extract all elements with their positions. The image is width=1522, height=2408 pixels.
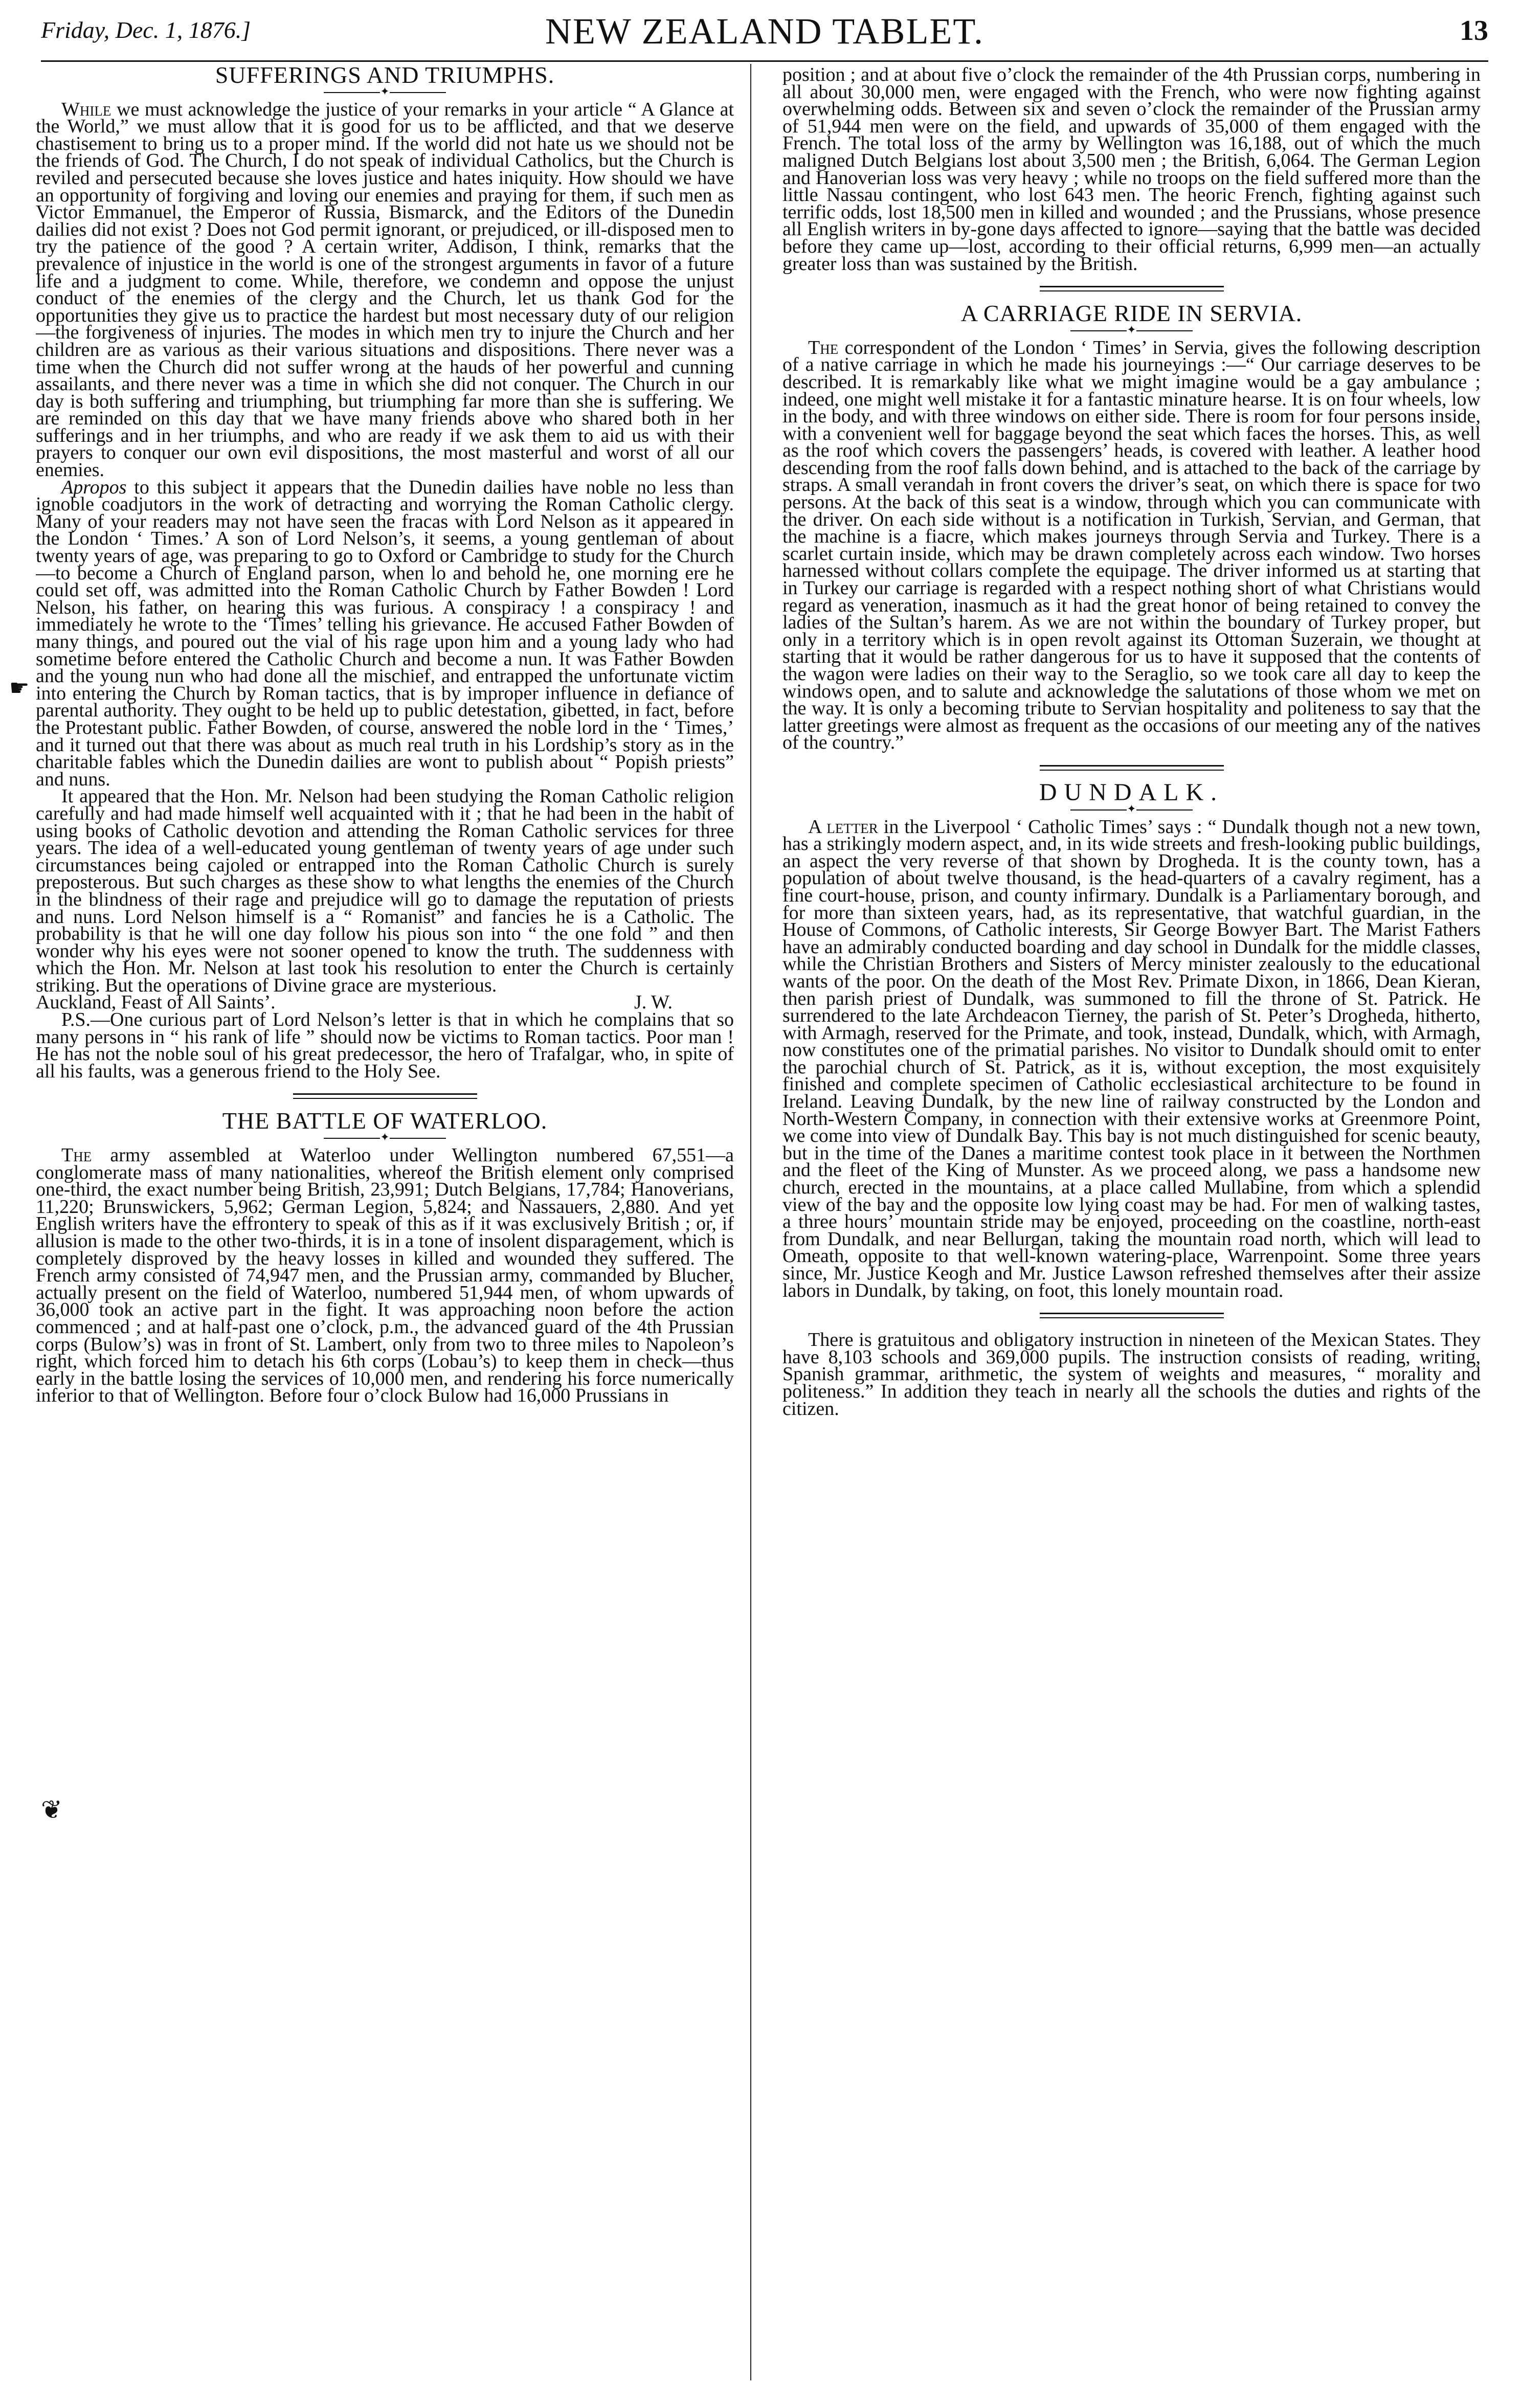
signature-line: Auckland, Feast of All Saints’. J. W. [36,992,673,1014]
article-title-servia: A CARRIAGE RIDE IN SERVIA. [960,300,1303,327]
article-title-waterloo: THE BATTLE OF WATERLOO. [222,1108,548,1134]
paragraph: It appeared that the Hon. Mr. Nelson had been studying the Roman Catholic religion carefully and had made himself well acquainted with it ; that he had been in the habit of using books of Catholic devotion and attending the Roman Catholic services for three years. The idea of a well-educated young gentleman of twenty years of age under such circumstances being cajoled or entrapped into the Roman Catholic Church is surely preposterous. But such charges as these show to what lengths the enemies of the Church in the blindness of their rage and prejudice will go to damage the reputation of priests and nuns. Lord Nelson himself is a “ Romanist” and fancies he is a Catholic. The probability is that he will one day follow his pious son into “ the one fold ” and then wonder why his eyes were not sooner opened to know the truth. The suddenness with which the Hon. Mr. Nelson at last took his resolution to enter the Church is certainly striking. But the operations of Divine grace are mysterious. [36,785,734,996]
hand-mark: ☛ [9,675,30,701]
section-separator [293,1093,477,1099]
paragraph: The correspondent of the London ‘ Times’ in Servia, gives the following description of a native carriage in which he made his journeyings :—“ Our carriage deserves to be described. It is remarkably like what we might imagine would be a gay ambulance ; indeed, one might well mistake it for a fantastic minature hearse. It is on four wheels, low in the body, and with three windows on either side. There is room for four persons inside, with a convenient well for baggage beyond the seat which faces the horses. This, as well as the roof which covers the passengers’ heads, is covered with leather. A leather hood descending from the roof falls down behind, and is attached to the back of the carriage by straps. A small verandah in front covers the driver’s seat, on which there is space for two persons. At the back of this seat is a window, through which you can communicate with the driver. On each side without is a notification in Turkish, Servian, and German, that the machine is a fiacre, which makes journeys through Servia and Turkey. There is a scarlet curtain inside, which may be drawn completely across each window. Two horses harnessed without collars complete the equipage. The driver informed us at starting that in Turkey our carriage is regarded with a respect nothing short of what Christians would regard as veneration, inasmuch as it had the great honor of being retained to convey the ladies of the Sultan’s harem. As we are not within the boundary of Turkey proper, but only in a territory which is in open revolt against its Ottoman Suzerain, we thought at starting that it would be rather dangerous for us to have it supposed that the contents of the wagon were ladies on their way to the Seraglio, so we took care all day to keep the windows open, and to salute and acknowledge the salutations of those whom we met on the way. It is only a becoming tribute to Servian hospitality and politeness to say that the latter greetings were almost as frequent as the occasions of our meeting any of the natives of the country.” [782,336,1481,754]
column-divider [750,64,751,2380]
page-number: 13 [1460,15,1488,47]
section-separator [1040,1313,1224,1318]
postscript: P.S.—One curious part of Lord Nelson’s letter is that in which he complains that so many persons in “ his rank of life ” should now be victims to Roman tactics. Poor man ! He has not the noble soul of his great predecessor, the hero of Trafalgar, who, in spite of all his faults, was a generous friend to the Holy See. [36,1009,734,1082]
article-title-dundalk: DUNDALK. [1039,778,1224,806]
paragraph: There is gratuitous and obligatory instruction in nineteen of the Mexican States. They have 8,103 schools and 369,000 pupils. The instruction consists of reading, writing, Spanish grammar, arithmetic, the system of weights and measures, “ morality and politeness.” In addition they teach in nearly all the schools the duties and rights of the citizen. [782,1329,1481,1420]
paragraph: The army assembled at Waterloo under Wellington numbered 67,551—a conglomerate mass of many nationalities, whereof the British element only comprised one-third, the exact number being British, 23,991; Dutch Belgians, 17,784; Hanoverians, 11,220; Brunswickers, 5,962; German Legion, 5,824; and Nassauers, 2,880. And yet English writers have the effrontery to speak of this as if it was exclusively British ; or, if allusion is made to the other two-thirds, it is in a tone of insolent disparagement, which is completely disproved by the heavy losses in killed and wounded they suffered. The French army consisted of 74,947 men, and the Prussian army, commanded by Blucher, actually present on the field of Waterloo, numbered 51,944 men, of whom upwards of 36,000 took an active part in the fight. It was approaching noon before the action commenced ; and at half-past one o’clock, p.m., the advanced guard of the 4th Prussian corps (Bulow’s) was in front of St. Lambert, only from two to three miles to Napoleon’s right, which forced him to detach his 6th corps (Lobau’s) to keep them in check—thus early in the battle losing the services of 10,000 men, and rendering his force numerically inferior to that of Wellington. Before four o’clock Bulow had 16,000 Prussians in [36,1144,734,1407]
paragraph: While we must acknowledge the justice of your remarks in your article “ A Glance at the World,” we must allow that it is good for us to be afflicted, and that we deserve chastisement to bring us to a proper mind. If the world did not hate us we should not be the friends of God. The Church, I do not speak of individual Catholics, but the Church is reviled and persecuted because she loves justice and hates iniquity. How should we have an opportunity of forgiving and loving our enemies and praying for them, if such men as Victor Emmanuel, the Emperor of Russia, Bismarck, and the Editors of the Dunedin dailies did not exist ? Does not God permit ignorant, or prejudiced, or ill-disposed men to try the patience of the good ? A certain writer, Addison, I think, remarks that the prevalence of injustice in the world is one of the strongest arguments in favor of a future life and a judgment to come. While, therefore, we condemn and oppose the unjust conduct of the enemies of the clergy and the Church, let us thank God for the opportunities they give us to practice the hardest but most necessary duty of our religion—the forgiveness of injuries. The modes in which men try to injure the Church and her children are as various as their various situations and dispositions. There never was a time when the Church did not suffer wrong at the hauds of her powerful and cunning assailants, and there never was a time in which she did not conquer. The Church in our day is both suffering and triumphing, but triumphing far more than she is suffering. We are reminded on this day that we have many friends above who shared both in her sufferings and in her triumphs, and who are ready if we ask them to aid us with their prayers to conquer our own evil dispositions, the most masterful and worst of all our enemies. [36,98,734,481]
title-ornament: ✦ [782,803,1481,815]
title-ornament: ✦ [36,86,734,97]
bird-mark: ❦ [41,1795,62,1825]
title-ornament: ✦ [36,1132,734,1143]
masthead-title: NEW ZEALAND TABLET. [545,11,984,52]
section-separator [1040,765,1224,771]
paragraph: Apropos to this subject it appears that the Dunedin dailies have noble no less than ignoble coadjutors in the work of detracting and worrying the Roman Catholic clergy. Many of your readers may not have seen the fracas with Lord Nelson as it appeared in the London ‘ Times.’ A son of Lord Nelson’s, it seems, a young gentleman of about twenty years of age, was preparing to go to Oxford or Cambridge to study for the Church—to become a Church of England parson, when lo and behold he, one morning ere he could set off, was admitted into the Roman Catholic Church by Father Bowden ! Lord Nelson, his father, on hearing this was furious. A conspiracy ! a conspiracy ! and immediately he wrote to the ‘Times’ telling his grievance. He accused Father Bowden of many things, and poured out the vial of his rage upon him and a young lady who had sometime before entered the Catholic Church and become a nun. It was Father Bowden and the young nun who had done all the mischief, and entrapped the unfortunate victim into entering the Church by Roman tactics, that is by improper influence in defiance of parental authority. They ought to be held up to public detestation, gibetted, in fact, before the Protestant public. Father Bowden, of course, answered the noble lord in the ‘ Times,’ and it turned out that there was about as much real truth in his Lordship’s story as in the charitable fables which the Dunedin dailies are wont to publish about “ Popish priests” and nuns. [36,476,734,790]
left-column [36,66,734,2383]
paragraph-continued: position ; and at about five o’clock the remainder of the 4th Prussian corps, numbering in all about 30,000 men, were engaged with the French, who were now fighting against overwhelming odds. Between six and seven o’clock the remainder of the Prussian army of 51,944 men were on the field, and upwards of 35,000 of them engaged with the French. The total loss of the army by Wellington was 16,188, out of which the much maligned Dutch Belgians lost about 3,500 men ; the British, 6,064. The German Legion and Hanoverian loss was very heavy ; while no troops on the field suffered more than the little Nassau contingent, who lost 643 men. The heoric French, fighting against such terrific odds, lost 18,500 men in killed and wounded ; and the Prussians, whose presence all English writers in by-gone days affected to ignore—saying that the battle was decided before they came up—lost, according to their official returns, 6,999 men—an actually greater loss than was sustained by the British. [782,66,1481,275]
issue-date: Friday, Dec. 1, 1876.] [41,17,251,43]
header-rule [41,60,1488,62]
page-header [41,10,1488,56]
section-separator [1040,286,1224,291]
article-title-sufferings: SUFFERINGS AND TRIUMPHS. [215,66,555,88]
right-column [782,66,1481,2383]
paragraph: A letter in the Liverpool ‘ Catholic Times’ says : “ Dundalk though not a new town, has a strikingly modern aspect, and, in its wide streets and fresh-looking public buildings, an aspect the very reverse of that shown by Drogheda. It is the county town, has a population of about twelve thousand, is the head-quarters of a cavalry regiment, has a fine court-house, prison, and county infirmary. Dundalk is a Parliamentary borough, and for more than sixteen years, had, as its representative, that watchful guardian, in the House of Commons, of Catholic interests, Sir George Bowyer Bart. The Marist Fathers have an admirably conducted boarding and day school in Dundalk for the middle classes, while the Christian Brothers and Sisters of Mercy minister zealously to the educational wants of the poor. On the death of the Most Rev. Primate Dixon, in 1866, Dean Kieran, then parish priest of Dundalk, was summoned to fill the throne of St. Patrick. He surrendered to the late Archdeacon Tierney, the parish of St. Peter’s Drogheda, hitherto, with Armagh, reserved for the Primate, and took, instead, Dundalk, which, with Armagh, now constitutes one of the primatial parishes. No visitor to Dundalk should omit to enter the parochial church of St. Patrick, as it is, without exception, the most exquisitely finished and complete specimen of Catholic ecclesiastical architecture to be found in Ireland. Leaving Dundalk, by the new line of railway constructed by the London and North-Western Company, in connection with their extensive works at Greenmore Point, we come into view of Dundalk Bay. This bay is not much distinguished for scenic beauty, but in the time of the Danes a maritime contest took place in it between the Northmen and the fleet of the King of Munster. As we proceed along, we pass a handsome new church, erected in the mountains, at a place called Mullabine, from which a splendid view of the bay and the opposite low lying coast may be had. For men of walking tastes, a three hours’ mountain stride may be enjoyed, proceeding on the coastline, north-east from Dundalk, and near Bellurgan, taking the mountain road north, which will lead to Omeath, opposite to that well-known watering-place, Warrenpoint. Some three years since, Mr. Justice Keogh and Mr. Justice Lawson refreshed themselves after their assize labors in Dundalk, by taking, on foot, this lonely mountain road. [782,816,1481,1301]
title-ornament: ✦ [782,324,1481,335]
